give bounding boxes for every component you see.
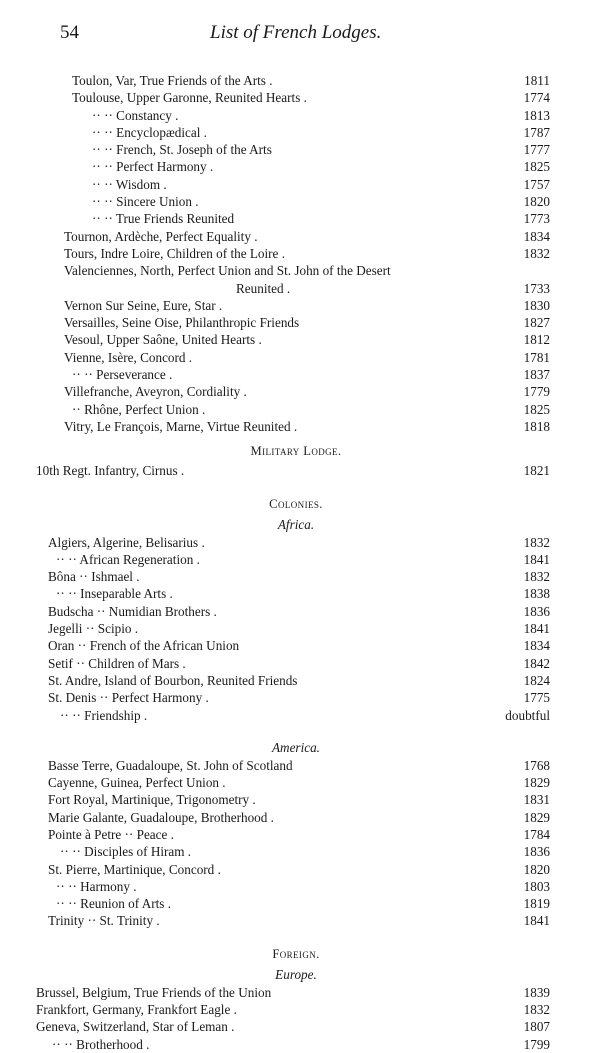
lodge-name: Jegelli ·· Scipio . bbox=[48, 621, 139, 637]
lodge-entry bbox=[36, 534, 556, 551]
lodge-year: 1811 bbox=[524, 73, 550, 88]
lodge-name: ·· ·· Harmony . bbox=[56, 878, 137, 894]
lodge-entry bbox=[36, 107, 556, 124]
lodge-name: ·· ·· Perseverance . bbox=[72, 367, 173, 383]
lodge-year: 1775 bbox=[523, 690, 550, 706]
lodge-year: 1784 bbox=[523, 826, 550, 842]
lodge-year: 1830 bbox=[523, 297, 550, 313]
lodge-name: ·· ·· French, St. Joseph of the Arts bbox=[92, 142, 272, 158]
lodge-year: 1838 bbox=[523, 586, 550, 602]
section-heading: Military Lodge. bbox=[250, 444, 342, 459]
lodge-year: 1787 bbox=[523, 124, 550, 140]
lodge-entry bbox=[36, 89, 556, 106]
lodge-entry bbox=[36, 314, 556, 331]
lodge-year: doubtful bbox=[505, 707, 550, 723]
lodge-name: ·· ·· Reunion of Arts . bbox=[56, 896, 172, 912]
lodge-year: 1842 bbox=[523, 655, 550, 671]
lodge-name: Fort Royal, Martinique, Trigonometry . bbox=[48, 792, 256, 808]
running-title: List of French Lodges. bbox=[210, 22, 382, 43]
lodge-entry bbox=[36, 331, 556, 348]
lodge-year: 1831 bbox=[523, 792, 550, 808]
lodge-name: Brussel, Belgium, True Friends of the Union bbox=[36, 984, 272, 1000]
lodge-entry bbox=[36, 176, 556, 193]
lodge-year: 1807 bbox=[523, 1019, 550, 1035]
lodge-entry bbox=[36, 1001, 556, 1018]
lodge-year: 1825 bbox=[523, 159, 550, 175]
lodge-entry bbox=[36, 655, 556, 672]
lodge-entry bbox=[36, 72, 556, 89]
lodge-name: ·· ·· Sincere Union . bbox=[92, 194, 199, 210]
lodge-entry bbox=[36, 297, 556, 314]
lodge-name: ·· Rhône, Perfect Union . bbox=[72, 401, 206, 417]
lodge-name: Versailles, Seine Oise, Philanthropic Friends bbox=[64, 315, 300, 331]
lodge-name: ·· ·· Brotherhood . bbox=[52, 1036, 150, 1052]
lodge-entry bbox=[36, 193, 556, 210]
lodge-entry bbox=[36, 620, 556, 637]
lodge-year: 1829 bbox=[523, 775, 550, 791]
lodge-year: 1825 bbox=[523, 401, 550, 417]
section-heading: Foreign. bbox=[272, 946, 320, 961]
lodge-entry bbox=[36, 349, 556, 366]
lodge-entry bbox=[36, 637, 556, 654]
lodge-year: 1733 bbox=[523, 280, 550, 296]
lodge-entry bbox=[36, 707, 556, 724]
lodge-name: Vesoul, Upper Saône, United Hearts . bbox=[64, 332, 262, 348]
section-subheading: Europe. bbox=[275, 966, 317, 982]
lodge-list bbox=[36, 72, 556, 1053]
lodge-entry bbox=[36, 141, 556, 158]
lodge-name: Vienne, Isère, Concord . bbox=[64, 349, 193, 365]
lodge-entry bbox=[36, 585, 556, 602]
lodge-year: 1832 bbox=[523, 534, 550, 550]
lodge-year: 1781 bbox=[523, 349, 550, 365]
lodge-year: 1774 bbox=[523, 90, 550, 106]
lodge-name: Vitry, Le François, Marne, Virtue Reunited . bbox=[64, 418, 298, 434]
page-header bbox=[60, 22, 540, 48]
lodge-name: ·· ·· Constancy . bbox=[92, 107, 179, 123]
lodge-year: 1820 bbox=[523, 194, 550, 210]
lodge-year: 1841 bbox=[523, 913, 550, 929]
lodge-entry bbox=[36, 912, 556, 929]
lodge-year: 1827 bbox=[523, 315, 550, 331]
lodge-entry bbox=[36, 1036, 556, 1053]
lodge-name: Cayenne, Guinea, Perfect Union . bbox=[48, 775, 226, 791]
lodge-year: 1824 bbox=[523, 672, 550, 688]
lodge-entry bbox=[36, 878, 556, 895]
lodge-name: 10th Regt. Infantry, Cirnus . bbox=[36, 463, 185, 479]
lodge-name: Trinity ·· St. Trinity . bbox=[48, 913, 160, 929]
lodge-name: Tours, Indre Loire, Children of the Loire . bbox=[64, 245, 285, 261]
lodge-entry bbox=[36, 551, 556, 568]
lodge-name: Valenciennes, North, Perfect Union and St. John of the Desert bbox=[64, 263, 391, 279]
lodge-entry bbox=[36, 843, 556, 860]
lodge-name: ·· ·· Perfect Harmony . bbox=[92, 159, 214, 175]
lodge-name: ·· ·· Wisdom . bbox=[92, 176, 167, 192]
lodge-name: Setif ·· Children of Mars . bbox=[48, 655, 186, 671]
lodge-year: 1832 bbox=[523, 569, 550, 585]
lodge-name: Basse Terre, Guadaloupe, St. John of Scotland bbox=[48, 757, 293, 773]
lodge-year: 1829 bbox=[523, 809, 550, 825]
lodge-entry bbox=[36, 418, 556, 435]
section-subheading: Africa. bbox=[277, 516, 315, 532]
lodge-entry bbox=[36, 861, 556, 878]
lodge-name: Reunited . bbox=[236, 280, 291, 296]
lodge-name: Villefranche, Aveyron, Cordiality . bbox=[64, 384, 247, 400]
lodge-year: 1768 bbox=[523, 757, 550, 773]
lodge-entry bbox=[36, 791, 556, 808]
lodge-year: 1837 bbox=[523, 367, 550, 383]
lodge-year: 1836 bbox=[523, 844, 550, 860]
section-spacer bbox=[36, 724, 556, 738]
lodge-entry bbox=[36, 774, 556, 791]
lodge-year: 1841 bbox=[523, 551, 550, 567]
lodge-entry bbox=[36, 1018, 556, 1035]
lodge-year: 1813 bbox=[523, 107, 550, 123]
lodge-name: St. Denis ·· Perfect Harmony . bbox=[48, 690, 209, 706]
lodge-name: ·· ·· True Friends Reunited bbox=[92, 211, 235, 227]
lodge-year: 1812 bbox=[523, 332, 550, 348]
lodge-entry bbox=[36, 809, 556, 826]
lodge-year: 1779 bbox=[523, 384, 550, 400]
lodge-name: ·· ·· Inseparable Arts . bbox=[56, 586, 173, 602]
lodge-name: Toulon, Var, True Friends of the Arts . bbox=[72, 73, 273, 88]
lodge-year: 1821 bbox=[523, 463, 550, 479]
lodge-year: 1773 bbox=[523, 211, 550, 227]
lodge-name: Geneva, Switzerland, Star of Leman . bbox=[36, 1019, 235, 1035]
section-spacer bbox=[36, 930, 556, 944]
lodge-name: Toulouse, Upper Garonne, Reunited Hearts . bbox=[72, 90, 307, 106]
lodge-name: Pointe à Petre ·· Peace . bbox=[48, 826, 174, 842]
page-number: 54 bbox=[60, 22, 79, 43]
lodge-year: 1757 bbox=[523, 176, 550, 192]
lodge-name: Vernon Sur Seine, Eure, Star . bbox=[64, 297, 223, 313]
lodge-entry bbox=[36, 401, 556, 418]
lodge-name: Algiers, Algerine, Belisarius . bbox=[48, 534, 205, 550]
lodge-year: 1841 bbox=[523, 621, 550, 637]
lodge-entry bbox=[36, 262, 556, 279]
lodge-entry bbox=[36, 158, 556, 175]
lodge-entry bbox=[36, 280, 556, 297]
lodge-name: Budscha ·· Numidian Brothers . bbox=[48, 603, 217, 619]
lodge-year: 1777 bbox=[523, 142, 550, 158]
section-subheading: America. bbox=[272, 739, 320, 755]
lodge-year: 1834 bbox=[523, 638, 550, 654]
lodge-entry bbox=[36, 757, 556, 774]
lodge-year: 1839 bbox=[523, 984, 550, 1000]
lodge-entry bbox=[36, 228, 556, 245]
lodge-name: Oran ·· French of the African Union bbox=[48, 638, 240, 654]
lodge-entry bbox=[36, 689, 556, 706]
lodge-name: Bôna ·· Ishmael . bbox=[48, 569, 140, 585]
lodge-name: Marie Galante, Guadaloupe, Brotherhood . bbox=[48, 809, 274, 825]
lodge-name: Tournon, Ardèche, Perfect Equality . bbox=[64, 228, 258, 244]
lodge-name: St. Andre, Island of Bourbon, Reunited Friends bbox=[48, 672, 298, 688]
lodge-entry bbox=[36, 124, 556, 141]
lodge-entry bbox=[36, 568, 556, 585]
lodge-name: ·· ·· Disciples of Hiram . bbox=[60, 844, 192, 860]
lodge-name: ·· ·· African Regeneration . bbox=[56, 551, 200, 567]
lodge-entry bbox=[36, 366, 556, 383]
lodge-year: 1820 bbox=[523, 861, 550, 877]
lodge-entry bbox=[36, 603, 556, 620]
lodge-entry bbox=[36, 383, 556, 400]
lodge-year: 1803 bbox=[523, 878, 550, 894]
section-spacer bbox=[36, 480, 556, 494]
lodge-year: 1819 bbox=[523, 896, 550, 912]
lodge-entry bbox=[36, 895, 556, 912]
lodge-name: ·· ·· Friendship . bbox=[60, 707, 148, 723]
lodge-entry bbox=[36, 672, 556, 689]
lodge-name: St. Pierre, Martinique, Concord . bbox=[48, 861, 221, 877]
lodge-entry bbox=[36, 210, 556, 227]
lodge-year: 1834 bbox=[523, 228, 550, 244]
lodge-name: Frankfort, Germany, Frankfort Eagle . bbox=[36, 1002, 237, 1018]
lodge-year: 1799 bbox=[523, 1036, 550, 1052]
lodge-year: 1832 bbox=[523, 245, 550, 261]
lodge-year: 1818 bbox=[523, 418, 550, 434]
lodge-name: ·· ·· Encyclopædical . bbox=[92, 124, 207, 140]
section-heading: Colonies. bbox=[269, 496, 323, 511]
lodge-entry bbox=[36, 984, 556, 1001]
lodge-year: 1836 bbox=[523, 603, 550, 619]
lodge-entry bbox=[36, 462, 556, 479]
lodge-year: 1832 bbox=[523, 1002, 550, 1018]
lodge-entry bbox=[36, 245, 556, 262]
lodge-entry bbox=[36, 826, 556, 843]
